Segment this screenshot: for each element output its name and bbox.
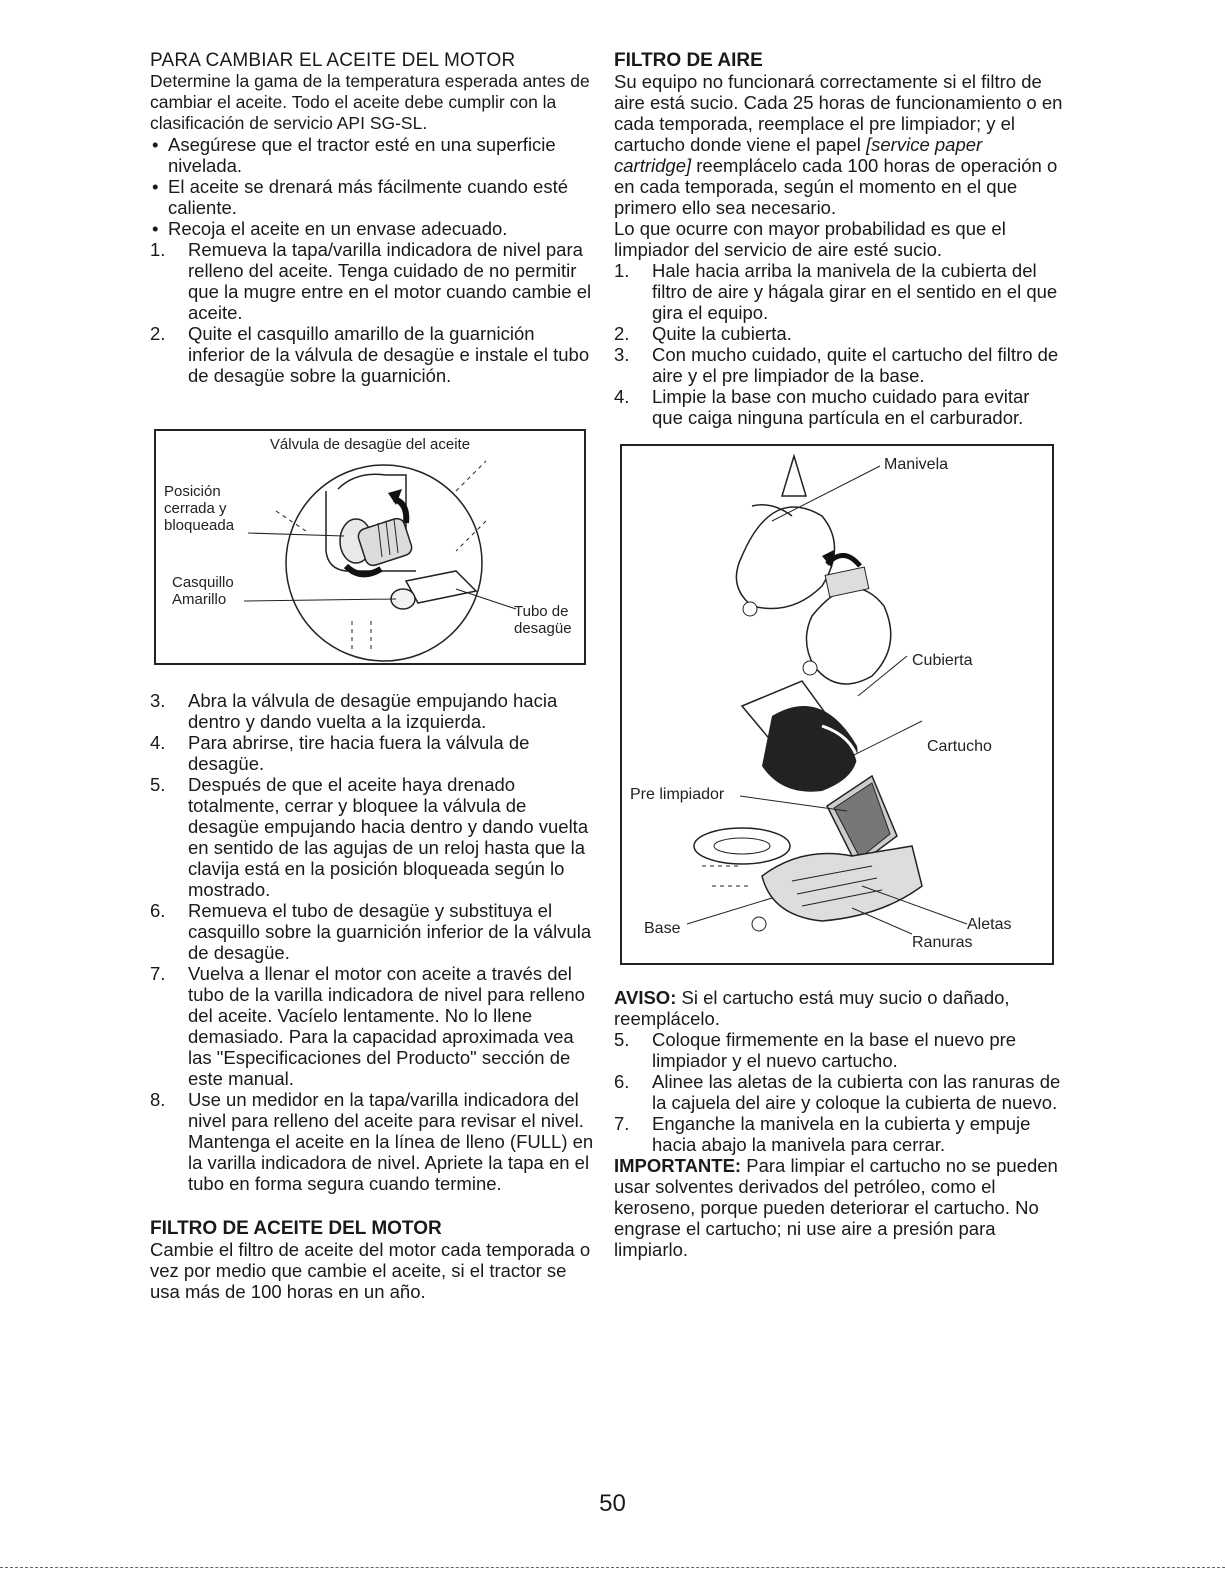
bullet-mark: •	[152, 134, 159, 155]
bullet-mark: •	[152, 218, 159, 239]
label-yellow-cap: Casquillo Amarillo	[172, 574, 234, 608]
right-column	[614, 50, 1064, 1260]
list-item: • Asegúrese que el tractor esté en una superficie nivelada.	[152, 134, 556, 176]
list-item: 4. Limpie la base con mucho cuidado para evitar que caiga ninguna partícula en el carburador.	[614, 386, 1030, 428]
label-drain-tube: Tubo de desagüe	[514, 603, 572, 637]
list-item: 1. Remueva la tapa/varilla indicadora de nivel para relleno del aceite. Tenga cuidado de no permitir que la mugre entre en el motor cuando cambie el aceite.	[150, 239, 592, 323]
air-filter-para2: Lo que ocurre con mayor probabilidad es que el limpiador del servicio de aire esté sucio.	[614, 218, 1006, 260]
list-item: • Recoja el aceite en un envase adecuado.	[152, 218, 508, 239]
label-aletas: Aletas	[967, 916, 1012, 933]
list-item: 6. Remueva el tubo de desagüe y substituya el casquillo sobre la guarnición inferior de la válvula de desagüe.	[150, 900, 592, 963]
label-position-closed: Posición cerrada y bloqueada	[164, 483, 235, 534]
figure-title: Válvula de desagüe del aceite	[269, 436, 471, 453]
air-filter-figure	[620, 444, 1054, 965]
list-item: 8. Use un medidor en la tapa/varilla indicadora del nivel para relleno del aceite para revisar el nivel. Mantenga el aceite en la línea de lleno (FULL) en la varilla indicadora de nivel. Apriete la tapa en el tubo en forma segura cuando termine.	[150, 1089, 594, 1194]
oil-filter-heading: FILTRO DE ACEITE DEL MOTOR	[150, 1218, 442, 1239]
oil-change-heading: PARA CAMBIAR EL ACEITE DEL MOTOR	[150, 50, 516, 71]
label-manivela: Manivela	[884, 456, 949, 473]
label-pre-limpiador: Pre limpiador	[630, 786, 725, 803]
list-item: 5. Después de que el aceite haya drenado totalmente, cerrar y bloquee la válvula de desagüe empujando hacia dentro y dando vuelta en sentido de las agujas de un reloj hasta que la clavija está en la posición bloqueada según lo mostrado.	[150, 774, 589, 900]
list-item: 3. Con mucho cuidado, quite el cartucho del filtro de aire y el pre limpiador de la base.	[614, 344, 1059, 386]
page-number: 50	[599, 1490, 626, 1517]
oil-change-steps-b	[150, 690, 595, 1194]
air-filter-steps-b	[614, 1029, 1064, 1155]
oil-change-bullets	[150, 134, 595, 239]
list-item: 3. Abra la válvula de desagüe empujando hacia dentro y dando vuelta a la izquierda.	[150, 690, 558, 732]
list-item: 6. Alinee las aletas de la cubierta con las ranuras de la cajuela del aire y coloque la cubierta de nuevo.	[614, 1071, 1061, 1113]
air-filter-heading: FILTRO DE AIRE	[614, 50, 763, 71]
importante-note: IMPORTANTE: Para limpiar el cartucho no se pueden usar solventes derivados del petróleo, como el keroseno, porque pueden deteriorar el cartucho. No engrase el cartucho; ni use aire a presión para limpiarlo.	[614, 1155, 1058, 1260]
bullet-mark: •	[152, 176, 159, 197]
list-item: 7. Enganche la manivela en la cubierta y empuje hacia abajo la manivela para cerrar.	[614, 1113, 1031, 1155]
air-filter-illustration	[622, 446, 1052, 963]
oil-change-steps-a	[150, 239, 595, 386]
air-filter-steps-a	[614, 260, 1064, 428]
label-base: Base	[644, 920, 681, 937]
list-item: 4. Para abrirse, tire hacia fuera la válvula de desagüe.	[150, 732, 530, 774]
aviso-note: AVISO: Si el cartucho está muy sucio o dañado, reemplácelo.	[614, 987, 1010, 1029]
label-cubierta: Cubierta	[912, 652, 973, 669]
list-item: 7. Vuelva a llenar el motor con aceite a través del tubo de la varilla indicadora de nivel para relleno del aceite. Vacíelo lentamente. No lo llene demasiado. Para la capacidad aproximada vea las "Especificaciones del Producto" sección de este manual.	[150, 963, 585, 1089]
label-ranuras: Ranuras	[912, 934, 973, 951]
oil-change-intro: Determine la gama de la temperatura esperada antes de cambiar el aceite. Todo el aceite debe cumplir con la clasificación de servicio API SG-SL.	[150, 71, 590, 133]
air-filter-para1: Su equipo no funcionará correctamente si el filtro de aire está sucio. Cada 25 horas de funcionamiento o en cada temporada, reemplace el pre limpiador; y el cartucho donde viene el papel [service paper cartridge] reemplácelo cada 100 horas de operación o en cada temporada, según el momento en el que primero ello sea necesario.	[614, 71, 1063, 218]
list-item: 2. Quite el casquillo amarillo de la guarnición inferior de la válvula de desagüe e instale el tubo de desagüe sobre la guarnición.	[150, 323, 590, 386]
list-item: 1. Hale hacia arriba la manivela de la cubierta del filtro de aire y hágala girar en el sentido en el que gira el equipo.	[614, 260, 1058, 323]
list-item: 5. Coloque firmemente en la base el nuevo pre limpiador y el nuevo cartucho.	[614, 1029, 1017, 1071]
oil-filter-text: Cambie el filtro de aceite del motor cada temporada o vez por medio que cambie el aceite, si el tractor se usa más de 100 horas en un año.	[150, 1239, 591, 1302]
bottom-divider	[0, 1567, 1225, 1568]
list-item: • El aceite se drenará más fácilmente cuando esté caliente.	[152, 176, 569, 218]
oil-drain-valve-figure	[154, 429, 586, 665]
label-cartucho: Cartucho	[927, 738, 992, 755]
list-item: 2. Quite la cubierta.	[614, 323, 792, 344]
left-column	[150, 50, 595, 1302]
